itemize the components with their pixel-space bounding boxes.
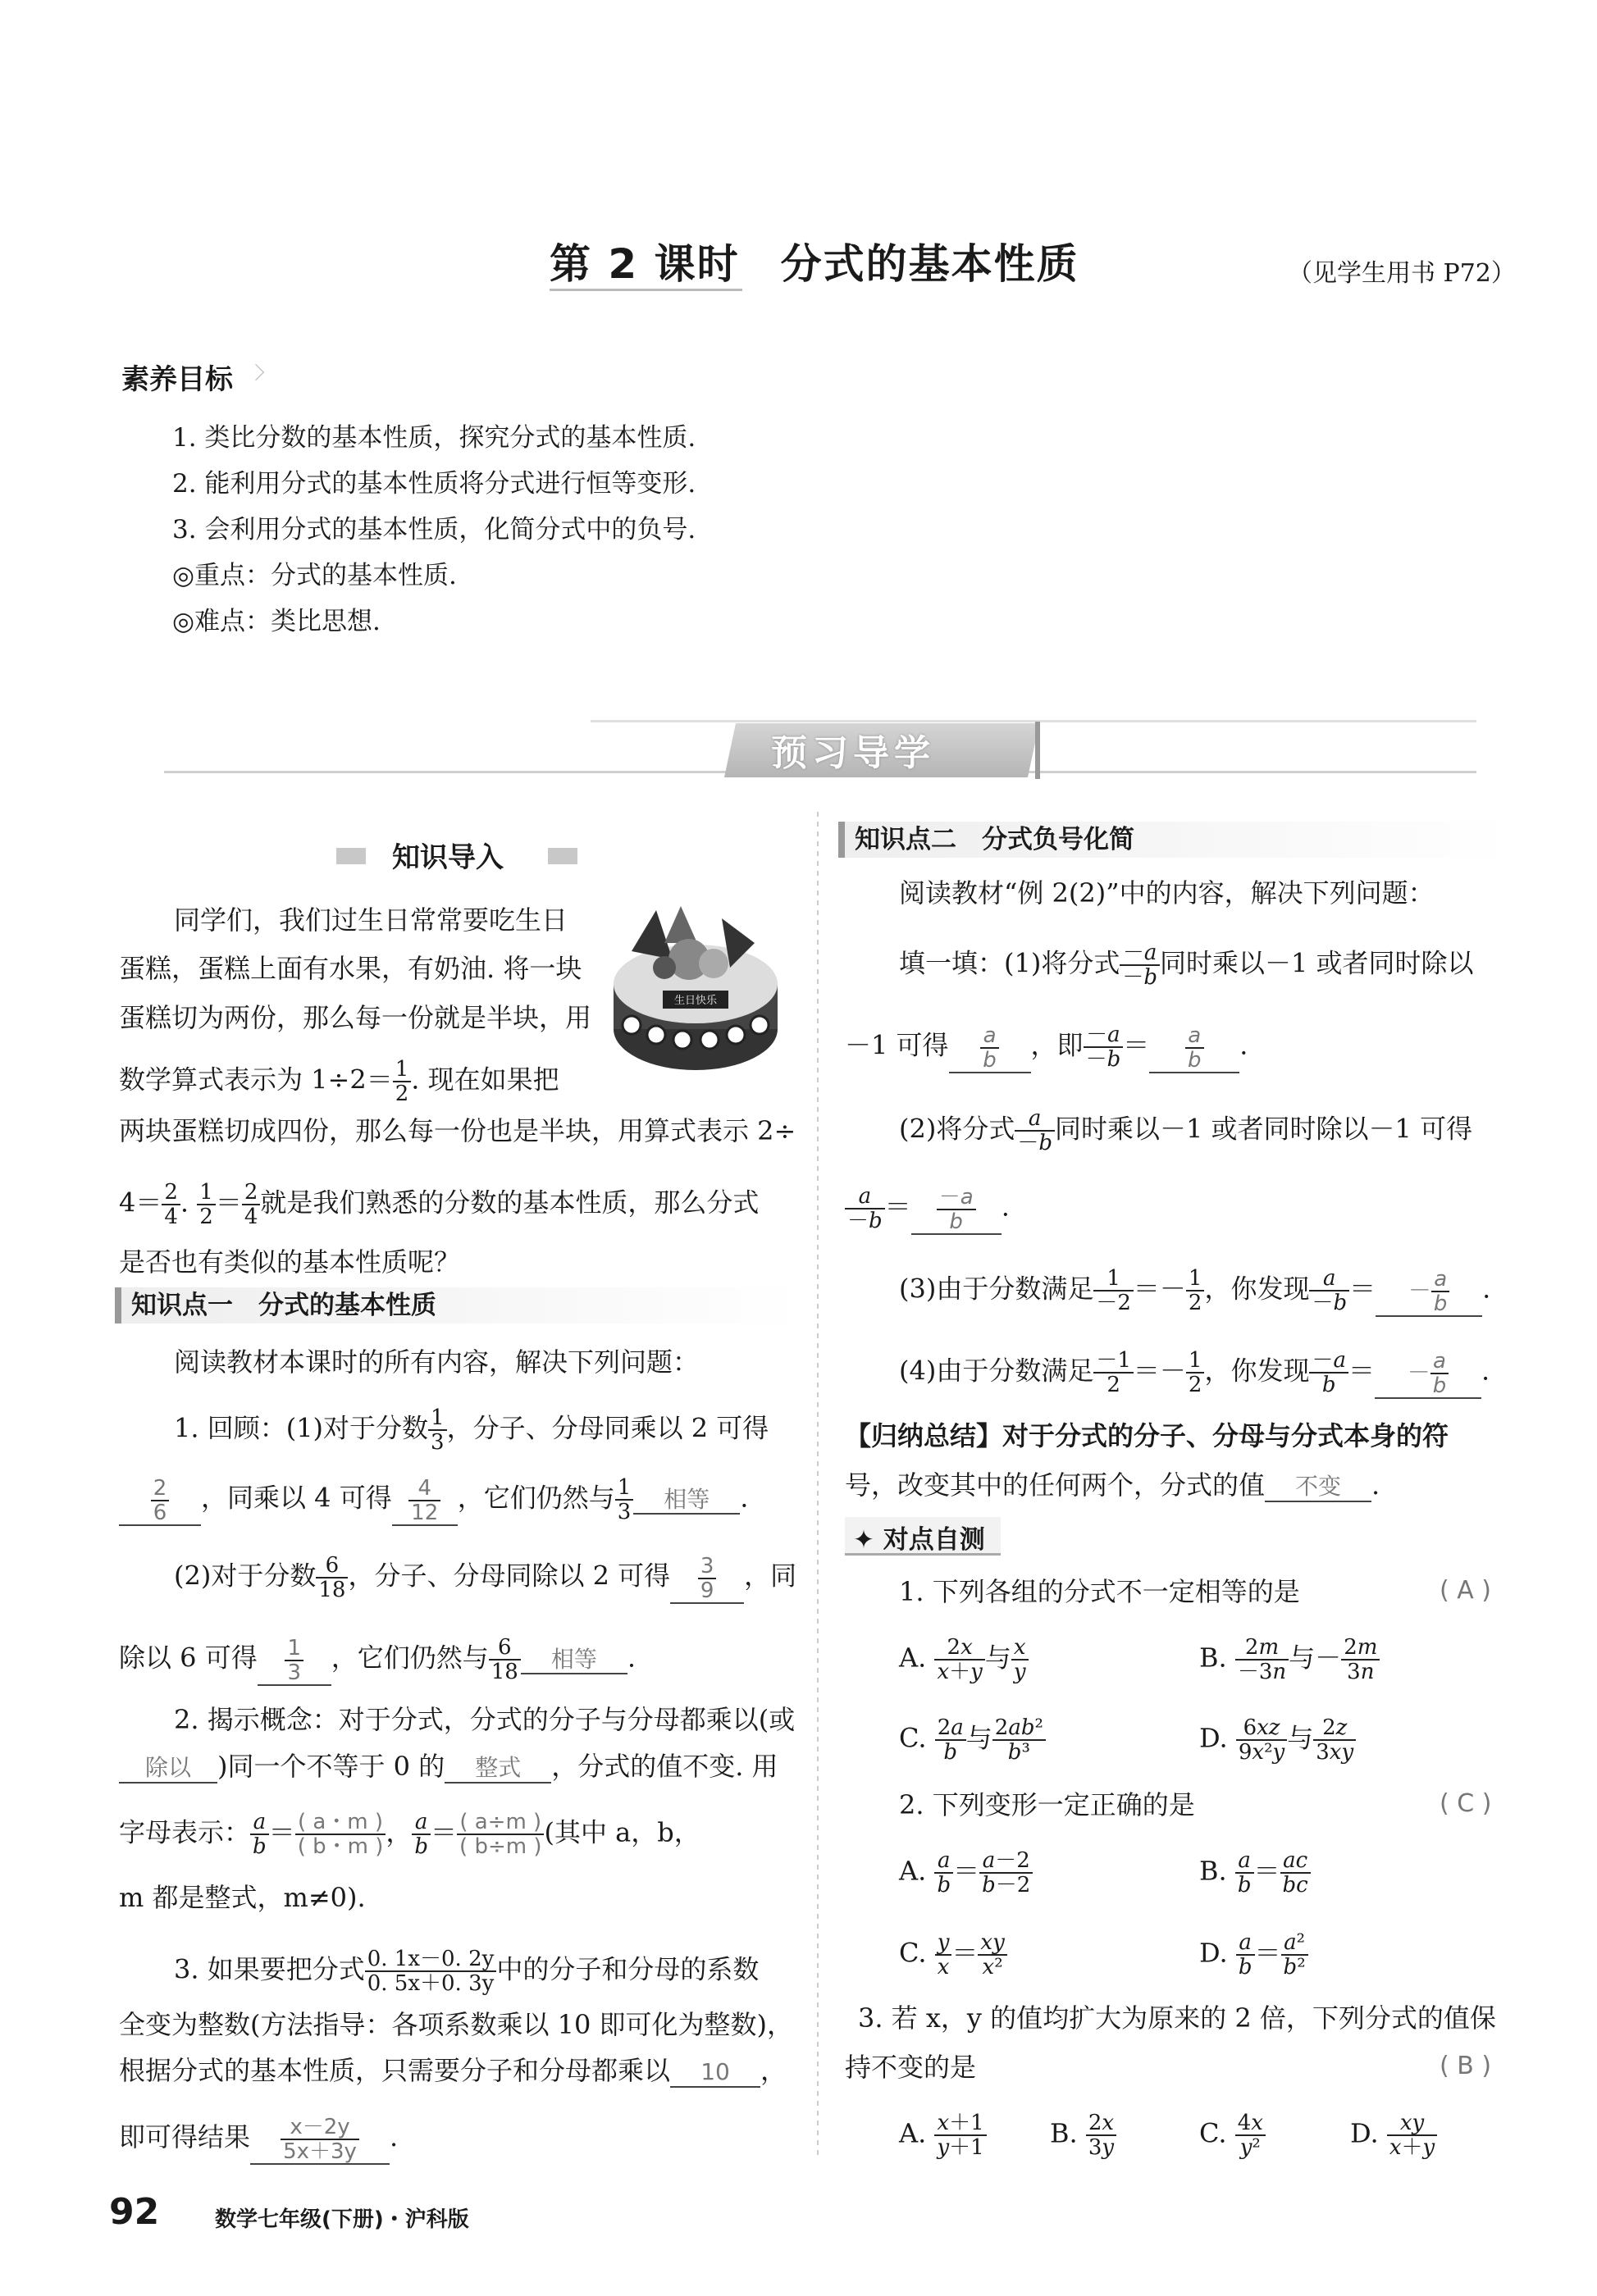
f1-text: 同时乘以－1 或者同时除以 <box>1160 947 1474 979</box>
formula-multiply <box>295 1811 386 1858</box>
goal-item: 1. 类比分数的基本性质，探究分式的基本性质. <box>172 423 696 453</box>
f2-line-answers: $\frac{a}{-b}$ ＝ $\frac{-a}{b}$ . <box>845 1185 1010 1235</box>
mc2-option-c: C. $\frac{y}{x}$ ＝ $\frac{xy}{\text{x²}}$ <box>899 1931 1007 1979</box>
fraction: $\frac{3}{9}$ <box>698 1555 717 1602</box>
f1-line <box>899 941 1474 989</box>
goal-difficulty: ◎难点：类比思想. <box>172 607 381 636</box>
fraction: $\frac{1}{3}$ <box>285 1637 303 1684</box>
with-word: 与 <box>1289 1642 1316 1674</box>
fraction: $\frac{a}{b}$ <box>980 1024 999 1072</box>
q2-line-condition: m 都是整式，m≠0). <box>119 1882 366 1913</box>
answer-blank <box>250 2116 390 2165</box>
q1-2-text: ，同 <box>744 1560 797 1592</box>
q2-line-formula: 字母表示： $\frac{a}{b}$ ＝ $\frac{( a・m )}{( b・m )}$ ， $\frac{a}{b}$ ＝ $\frac{( a\div m )}{( b\div m )}$ (其中 a，b， <box>119 1810 700 1859</box>
intro-text: 就是我们熟悉的分数的基本性质，那么分式 <box>260 1187 760 1219</box>
summary-line: 【归纳总结】对于分式的分子、分母与分式本身的符 <box>845 1420 1449 1451</box>
answer-blank <box>670 1555 744 1604</box>
fraction: $\frac{-a}{-b}$ <box>1084 1023 1124 1071</box>
mc1-option-a: A. $\frac{2x}{x+y}$ 与 $\frac{x}{y}$ <box>899 1636 1029 1683</box>
formula-divide <box>457 1811 544 1858</box>
fraction: $\frac{1}{2}$ <box>1186 1267 1205 1314</box>
fraction: $\frac{2x}{x+y}$ <box>934 1636 984 1683</box>
mc3-answer: ( B ) <box>1440 2052 1492 2080</box>
with-word: 与 <box>965 1722 992 1754</box>
goal-item: 3. 会利用分式的基本性质，化简分式中的负号. <box>172 515 696 544</box>
ribbon-decor-right <box>548 848 577 864</box>
knowledge-point-2-heading: 知识点二 分式负号化简 <box>838 822 1511 858</box>
q2-text: 字母表示： <box>119 1816 251 1848</box>
fraction-a-over-b: $\frac{a}{b}$ <box>412 1811 431 1858</box>
fraction: $\frac{-1}{2}$ <box>1093 1349 1134 1396</box>
answer-blank <box>949 1024 1031 1073</box>
q2-line-2 <box>119 1751 778 1784</box>
q2-text: )同一个不等于 0 的 <box>217 1751 445 1782</box>
fraction-denominator: 0. 5x＋0. 3y <box>367 1971 495 1996</box>
q1-2-text: ，分子、分母同除以 2 可得 <box>348 1560 671 1592</box>
q3-line-3: 根据分式的基本性质，只需要分子和分母都乘以 10 ， <box>119 2055 787 2086</box>
cake-text: 生日快乐 <box>673 995 718 1007</box>
answer-blank: 相等 <box>633 1486 740 1515</box>
f1-text: －1 可得 <box>845 1029 949 1061</box>
fraction: $\frac{y}{x}$ <box>935 1931 952 1979</box>
fraction: $\frac{1}{3}$ <box>615 1476 634 1524</box>
f4-text: ，你发现 <box>1204 1355 1310 1387</box>
f3-line: (3)由于分数满足 $\frac{1}{-2}$ ＝－ $\frac{1}{2}$ ，你发现 $\frac{a}{-b}$ ＝ － $\frac{a}{b}$ . <box>899 1266 1491 1316</box>
answer-blank: 整式 <box>445 1754 551 1784</box>
q3-text: 即可得结果 <box>119 2121 251 2152</box>
mc1-option-b: B. $\frac{2m}{-3n}$ 与－ $\frac{2m}{3n}$ <box>1199 1636 1380 1683</box>
mc1-option-c: C. $\frac{2a}{b}$ 与 $\frac{\text{2ab²}}{\text{b³}}$ <box>899 1716 1046 1764</box>
with-word: 与 <box>984 1642 1011 1674</box>
q1-text: ，同乘以 4 可得 <box>201 1482 392 1514</box>
student-book-reference: （见学生用书 P72） <box>1288 259 1516 288</box>
fraction-one-half: $\frac{1}{2}$ <box>393 1058 412 1105</box>
q3-line-2: 全变为整数(方法指导：各项系数乘以 10 即可化为整数)， <box>119 2009 794 2040</box>
intro-equation-tail: . 现在如果把 <box>411 1064 559 1096</box>
fraction: $\frac{a}{-b}$ <box>845 1185 885 1232</box>
intro-line-fractions: 4＝ $\frac{2}{4}$ . $\frac{1}{2}$ ＝ $\frac{2}{4}$ 就是我们熟悉的分数的基本性质，那么分式 <box>119 1180 760 1229</box>
f2-line <box>899 1107 1472 1155</box>
goals-heading: 素养目标 <box>121 363 233 396</box>
self-test-heading: ✦ 对点自测 <box>853 1525 985 1555</box>
answer-numerator: x－2y <box>281 2116 359 2140</box>
lesson-topic: 分式的基本性质 <box>780 240 1079 288</box>
fraction: $\frac{xy}{\text{x²}}$ <box>978 1931 1006 1979</box>
fraction: $\frac{2x}{3y}$ <box>1086 2112 1116 2159</box>
answer-blank: － $\frac{a}{b}$ <box>1375 1350 1481 1399</box>
answer-blank <box>392 1477 458 1526</box>
page-number: 92 <box>109 2191 160 2233</box>
answer-blank: 相等 <box>521 1646 627 1675</box>
q2-line: 2. 揭示概念：对于分式，分式的分子与分母都乘以(或 <box>174 1704 796 1735</box>
answer-numerator: ( a・m ) <box>295 1811 386 1835</box>
knowledge-point-1-heading: 知识点一 分式的基本性质 <box>115 1287 804 1323</box>
fraction: $\frac{xy}{x+y}$ <box>1387 2112 1437 2159</box>
fraction: $\frac{-a}{b}$ <box>937 1186 976 1233</box>
fraction: $\frac{a}{b}$ <box>1236 1931 1255 1979</box>
f2-text: 同时乘以－1 或者同时除以－1 可得 <box>1055 1113 1473 1145</box>
intro-equation-text: 数学算式表示为 1÷2＝ <box>119 1064 393 1096</box>
q2-text: (其中 a，b， <box>544 1816 700 1848</box>
answer-blank: 10 <box>670 2058 760 2088</box>
fraction: $\frac{\text{a²}}{\text{b²}}$ <box>1281 1931 1308 1979</box>
fraction: $\frac{6xz}{\text{9x²y}}$ <box>1236 1716 1287 1764</box>
answer-blank: 除以 <box>119 1754 217 1784</box>
f4-text: (4)由于分数满足 <box>899 1355 1094 1387</box>
q3-line-4: 即可得结果 $\frac{x-2y}{5x+3y}$ . <box>119 2115 399 2164</box>
f2-text: (2)将分式 <box>899 1113 1015 1145</box>
q1-2-line-answers: 除以 6 可得 $\frac{1}{3}$ ，它们仍然与 $\frac{6}{18}$ 相等 . <box>119 1635 636 1685</box>
mc3-option-b: B. $\frac{2x}{3y}$ <box>1050 2112 1116 2159</box>
answer-blank <box>258 1637 331 1686</box>
q1-2-text: ，它们仍然与 <box>331 1642 489 1674</box>
fraction: $\frac{a-2}{b-2}$ <box>979 1849 1033 1897</box>
kp1-read-instruction: 阅读教材本课时的所有内容，解决下列问题： <box>174 1346 700 1378</box>
section-banner-title: 预习导学 <box>771 732 935 774</box>
mc1-answer: ( A ) <box>1440 1576 1492 1605</box>
f3-text: (3)由于分数满足 <box>899 1273 1094 1305</box>
fraction: $\frac{x+1}{y+1}$ <box>934 2112 986 2159</box>
fraction: $\frac{a}{b}$ <box>934 1849 953 1897</box>
fraction: $\frac{1}{2}$ <box>1186 1349 1205 1396</box>
fraction: $\frac{-a}{-b}$ <box>1120 941 1160 989</box>
fraction: $\frac{1}{-2}$ <box>1093 1267 1134 1314</box>
mc3-question: 3. 若 x，y 的值均扩大为原来的 2 倍，下列分式的值保 <box>858 2002 1496 2034</box>
fraction: $\frac{2}{4}$ <box>242 1181 261 1228</box>
banner-rule-top <box>591 720 1476 722</box>
q3-text: 中的分子和分母的系数 <box>496 1953 760 1985</box>
f1-text: ，即 <box>1030 1029 1084 1061</box>
q1-text: ，它们仍然与 <box>457 1482 615 1514</box>
intro-line: 同学们，我们过生日常常要吃生日 <box>174 904 568 936</box>
book-title: 数学七年级(下册)・沪科版 <box>215 2207 469 2232</box>
mc2-option-a: A. $\frac{a}{b}$ ＝ $\frac{a-2}{b-2}$ <box>899 1849 1033 1897</box>
mc3-option-a: A. $\frac{x+1}{y+1}$ <box>899 2112 987 2159</box>
fraction: $\frac{a}{b}$ <box>1235 1849 1254 1897</box>
q1-2-text: 除以 6 可得 <box>119 1642 258 1674</box>
fraction-numerator: 0. 1x－0. 2y <box>365 1947 497 1972</box>
fraction-decimal-coeff <box>365 1947 497 1995</box>
fraction-a-over-b: $\frac{a}{b}$ <box>250 1811 269 1858</box>
q1-2-text: (2)对于分数 <box>174 1560 317 1592</box>
fraction: $\frac{1}{2}$ <box>197 1181 216 1228</box>
fraction: $\frac{2m}{-3n}$ <box>1235 1636 1289 1683</box>
fraction: $\frac{4}{12}$ <box>408 1477 440 1524</box>
answer-blank <box>119 1477 201 1526</box>
f1-line-answers: －1 可得 $\frac{a}{b}$ ，即 $\frac{-a}{-b}$ ＝ $\frac{a}{b}$ . <box>845 1023 1248 1073</box>
q1-line <box>174 1406 769 1454</box>
banner-bar <box>1035 722 1040 779</box>
fraction-answer <box>281 2116 359 2163</box>
kp2-read-instruction: 阅读教材“例 2(2)”中的内容，解决下列问题： <box>899 877 1435 909</box>
answer-blank: 不变 <box>1265 1473 1371 1502</box>
q1-2-line <box>174 1554 796 1604</box>
fraction: $\frac{ac}{bc}$ <box>1280 1849 1311 1897</box>
q3-text: 根据分式的基本性质，只需要分子和分母都乘以 <box>119 2055 671 2086</box>
mc2-answer: ( C ) <box>1440 1789 1492 1818</box>
goals-list <box>172 415 696 645</box>
q3-line <box>174 1947 759 1995</box>
fraction: $\frac{a}{b}$ <box>1431 1268 1450 1315</box>
q2-text: ，分式的值不变. 用 <box>551 1751 778 1782</box>
f4-line: (4)由于分数满足 $\frac{-1}{2}$ ＝－ $\frac{1}{2}$ ，你发现 $\frac{-a}{b}$ ＝ － $\frac{a}{b}$ . <box>899 1348 1490 1398</box>
mc3-option-c: C. $\frac{4x}{\text{y²}}$ <box>1199 2112 1266 2159</box>
f1-text: 填一填：(1)将分式 <box>899 947 1120 979</box>
mc3-question-2: 持不变的是 <box>845 2052 977 2083</box>
mc1-question: 1. 下列各组的分式不一定相等的是 <box>899 1576 1300 1607</box>
q1-text: 1. 回顾：(1)对于分数 <box>174 1412 429 1444</box>
f3-text: ，你发现 <box>1204 1273 1310 1305</box>
self-test-title: 对点自测 <box>883 1525 985 1555</box>
intro-line: 是否也有类似的基本性质呢？ <box>119 1246 461 1278</box>
intro-line: 蛋糕，蛋糕上面有水果，有奶油. 将一块 <box>119 953 582 984</box>
fraction: $\frac{a}{b}$ <box>1185 1024 1204 1072</box>
goal-item: 2. 能利用分式的基本性质将分式进行恒等变形. <box>172 469 696 499</box>
birthday-cake-image <box>607 894 783 1078</box>
q3-text: 3. 如果要把分式 <box>174 1953 365 1985</box>
intro-title: 知识导入 <box>392 841 504 874</box>
answer-blank <box>911 1186 1002 1235</box>
answer-blank <box>1149 1024 1239 1073</box>
fraction: $\frac{4x}{\text{y²}}$ <box>1235 2112 1266 2159</box>
answer-blank: － $\frac{a}{b}$ <box>1376 1268 1482 1317</box>
mc2-option-d: D. $\frac{a}{b}$ ＝ $\frac{\text{a²}}{\text{b²}}$ <box>1199 1931 1308 1979</box>
lesson-title <box>550 231 1079 290</box>
mc3-option-d: D. $\frac{xy}{x+y}$ <box>1350 2112 1437 2159</box>
answer-numerator: ( a÷m ) <box>457 1811 544 1835</box>
goal-key-point: ◎重点：分式的基本性质. <box>172 561 457 590</box>
answer-denominator: ( b÷m ) <box>459 1834 542 1859</box>
fraction: $\frac{\text{2ab²}}{\text{b³}}$ <box>992 1716 1046 1764</box>
with-word: 与 <box>1287 1722 1314 1754</box>
fraction: $\frac{6}{18}$ <box>316 1554 348 1601</box>
fraction: $\frac{2}{6}$ <box>151 1477 170 1524</box>
fraction: $\frac{a}{-b}$ <box>1015 1107 1055 1155</box>
mc2-option-b: B. $\frac{a}{b}$ ＝ $\frac{ac}{bc}$ <box>1199 1849 1311 1897</box>
fraction: $\frac{x}{y}$ <box>1011 1636 1029 1683</box>
title-underline <box>550 289 742 291</box>
lesson-label: 第 2 课时 <box>550 240 740 288</box>
fraction: $\frac{2a}{b}$ <box>935 1716 966 1764</box>
fraction: $\frac{2z}{3xy}$ <box>1313 1716 1356 1764</box>
column-divider <box>817 812 819 2157</box>
q1-text: ，分子、分母同乘以 2 可得 <box>446 1412 769 1444</box>
summary-line-2: 号，改变其中的任何两个，分式的值 不变 . <box>845 1469 1380 1501</box>
fraction: $\frac{2m}{3n}$ <box>1341 1636 1380 1683</box>
answer-denominator: ( b・m ) <box>297 1834 384 1859</box>
summary-text: 号，改变其中的任何两个，分式的值 <box>845 1469 1266 1501</box>
answer-denominator: 5x＋3y <box>283 2139 357 2164</box>
ribbon-decor-left <box>336 848 366 864</box>
fraction: $\frac{a}{b}$ <box>1430 1350 1449 1397</box>
mc1-option-d: D. $\frac{6xz}{\text{9x²y}}$ 与 $\frac{2z}{3xy}$ <box>1199 1716 1356 1764</box>
mc2-question: 2. 下列变形一定正确的是 <box>899 1789 1195 1820</box>
intro-line: 两块蛋糕切成四份，那么每一份也是半块，用算式表示 2÷ <box>119 1115 796 1146</box>
fraction: $\frac{2}{4}$ <box>162 1181 180 1228</box>
fraction: $\frac{6}{18}$ <box>489 1636 521 1683</box>
intro-line-equation <box>119 1058 559 1105</box>
fraction: $\frac{a}{-b}$ <box>1309 1267 1349 1314</box>
q1-line-answers: $\frac{2}{6}$ ，同乘以 4 可得 $\frac{4}{12}$ ，它们仍然与 $\frac{1}{3}$ 相等 . <box>119 1476 748 1526</box>
chevron-right-icon <box>248 364 264 380</box>
fraction: $\frac{1}{3}$ <box>428 1406 447 1454</box>
fraction: $\frac{-a}{b}$ <box>1309 1349 1348 1396</box>
intro-line: 蛋糕切为两份，那么每一份就是半块，用 <box>119 1002 592 1033</box>
